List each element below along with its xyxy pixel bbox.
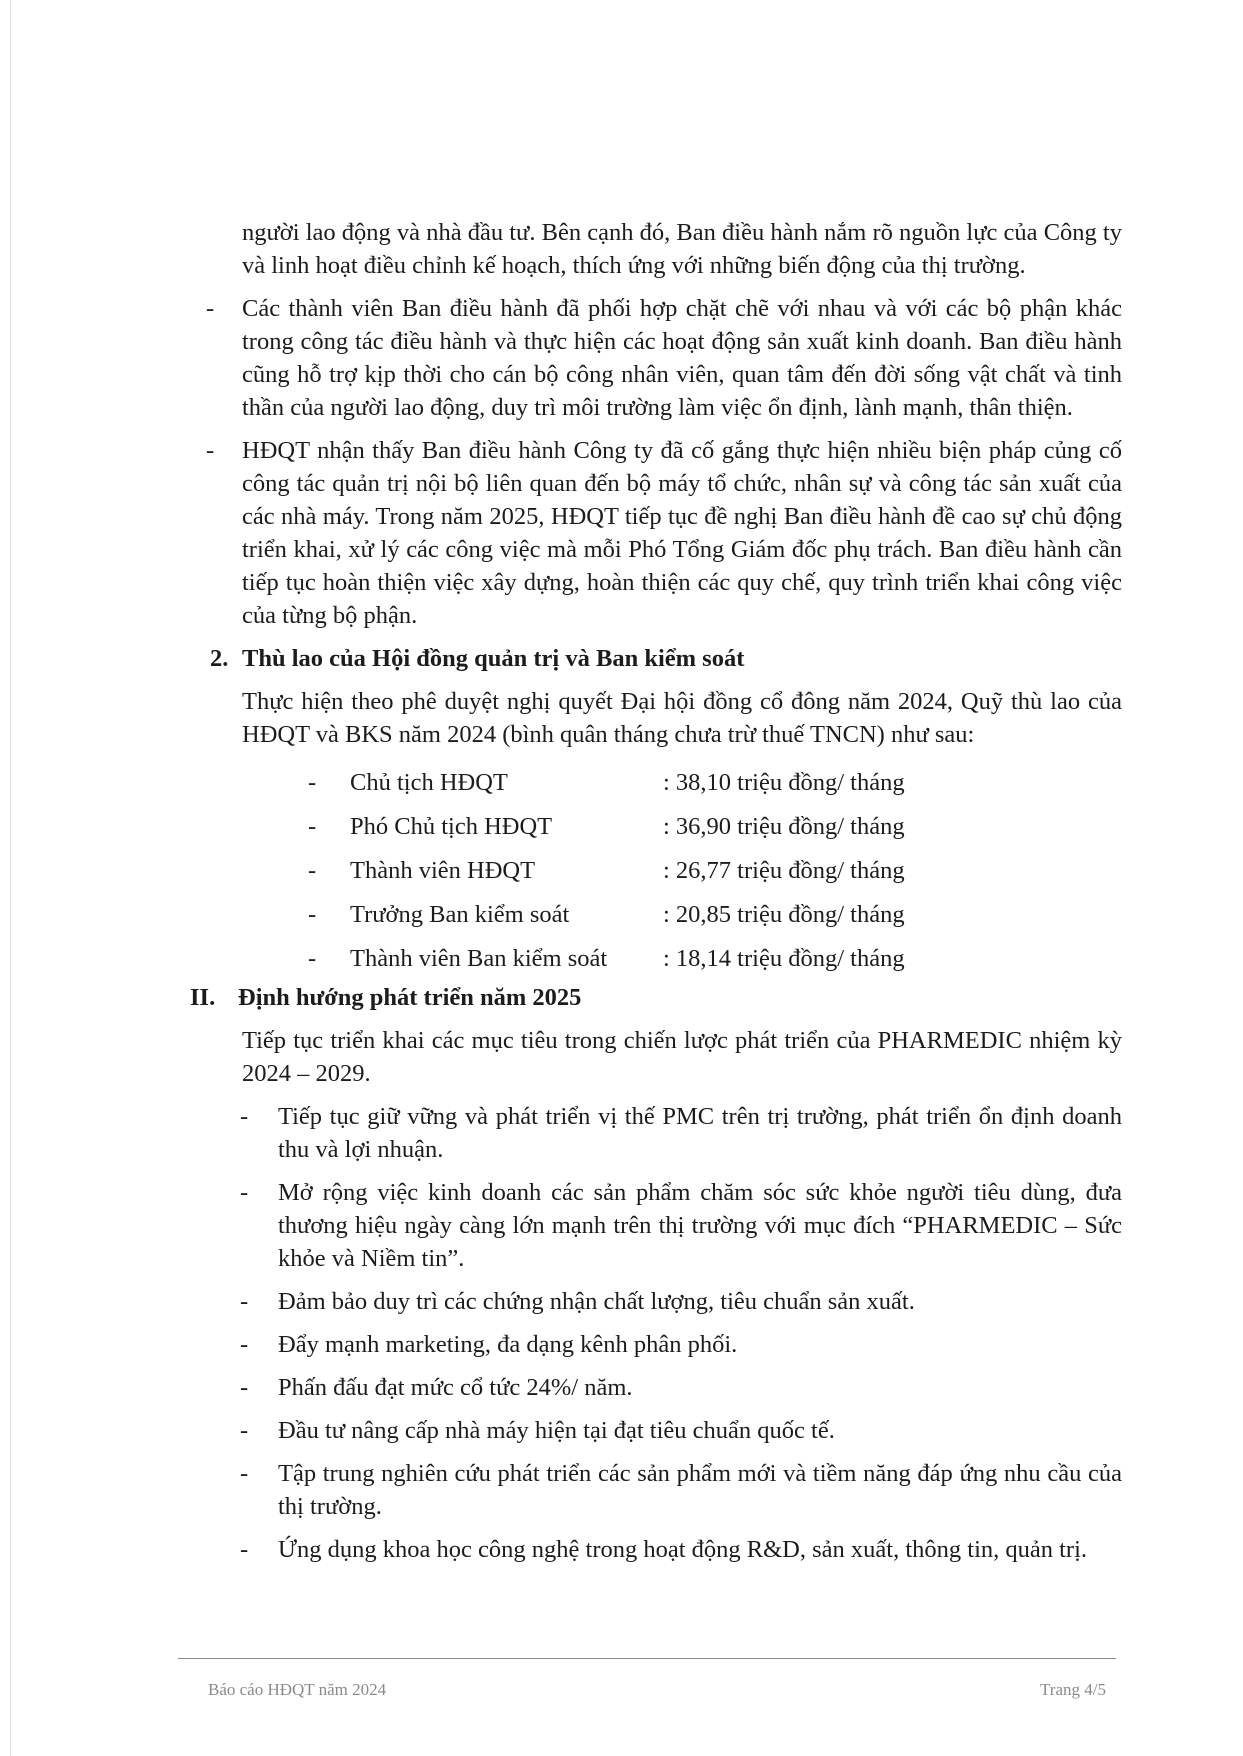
intro-paragraph: người lao động và nhà đầu tư. Bên cạnh đó, Ban điều hành nắm rõ nguồn lực của Công ty và linh hoạt điều chỉnh kế hoạch, thích ứng với những biến động của thị trường. xyxy=(242,219,1122,279)
bullet-dash: - xyxy=(308,769,317,796)
bullet-dash: - xyxy=(240,1536,249,1563)
bullet-dash: - xyxy=(308,945,317,972)
list-item xyxy=(210,1328,1122,1361)
bullet-item xyxy=(206,434,1122,632)
bullet-dash: - xyxy=(240,1460,249,1487)
list-item-text: Mở rộng việc kinh doanh các sản phẩm chăm sóc sức khỏe người tiêu dùng, đưa thương hiệu ngày càng lớn mạnh trên thị trường với mục đích “PHARMEDIC – Sức khỏe và Niềm tin”. xyxy=(278,1179,1122,1272)
page-content xyxy=(190,216,1122,1576)
footer-divider xyxy=(178,1658,1116,1659)
bullet-dash: - xyxy=(240,1288,249,1315)
list-item-text: Đầu tư nâng cấp nhà máy hiện tại đạt tiêu chuẩn quốc tế. xyxy=(278,1417,835,1444)
role-label: Phó Chủ tịch HĐQT xyxy=(350,813,553,840)
bullet-dash: - xyxy=(240,1331,249,1358)
bullet-dash: - xyxy=(240,1417,249,1444)
list-item xyxy=(210,1285,1122,1318)
bullet-dash: - xyxy=(308,857,317,884)
section-paragraph: Thực hiện theo phê duyệt nghị quyết Đại hội đồng cổ đông năm 2024, Quỹ thù lao của HĐQT và BKS năm 2024 (bình quân tháng chưa trừ thuế TNCN) như sau: xyxy=(242,688,1122,748)
role-label: Thành viên HĐQT xyxy=(350,857,536,884)
list-item xyxy=(210,1457,1122,1523)
list-item xyxy=(210,1176,1122,1275)
bullet-text: HĐQT nhận thấy Ban điều hành Công ty đã cố gắng thực hiện nhiều biện pháp củng cố công tác quản trị nội bộ liên quan đến bộ máy tổ chức, nhân sự và công tác sản xuất của các nhà máy. Trong năm 2025, HĐQT tiếp tục đề nghị Ban điều hành đề cao sự chủ động triển khai, xử lý các công việc mà mỗi Phó Tổng Giám đốc phụ trách. Ban điều hành cần tiếp tục hoàn thiện việc xây dựng, hoàn thiện các quy chế, quy trình triển khai công việc của từng bộ phận. xyxy=(242,437,1122,629)
list-item-text: Ứng dụng khoa học công nghệ trong hoạt động R&D, sản xuất, thông tin, quản trị. xyxy=(278,1536,1088,1563)
section-heading xyxy=(190,981,1122,1014)
remuneration-row xyxy=(210,761,1122,805)
remuneration-row xyxy=(210,937,1122,981)
bullet-dash: - xyxy=(206,295,215,322)
bullet-dash: - xyxy=(308,901,317,928)
list-item-text: Đẩy mạnh marketing, đa dạng kênh phân phối. xyxy=(278,1331,738,1358)
remuneration-row xyxy=(210,805,1122,849)
role-label: Chủ tịch HĐQT xyxy=(350,769,508,796)
scan-edge xyxy=(10,0,11,1756)
bullet-dash: - xyxy=(240,1374,249,1401)
bullet-text: Các thành viên Ban điều hành đã phối hợp chặt chẽ với nhau và với các bộ phận khác trong công tác điều hành và thực hiện các hoạt động sản xuất kinh doanh. Ban điều hành cũng hỗ trợ kịp thời cho cán bộ công nhân viên, quan tâm đến đời sống vật chất và tinh thần của người lao động, duy trì môi trường làm việc ổn định, lành mạnh, thân thiện. xyxy=(242,295,1122,421)
list-item xyxy=(210,1100,1122,1166)
role-label: Thành viên Ban kiểm soát xyxy=(350,945,608,972)
amount-value: : 36,90 triệu đồng/ tháng xyxy=(663,813,905,840)
amount-value: : 18,14 triệu đồng/ tháng xyxy=(663,945,905,972)
remuneration-row xyxy=(210,893,1122,937)
amount-value: : 26,77 triệu đồng/ tháng xyxy=(663,857,905,884)
remuneration-list xyxy=(210,761,1122,981)
list-item xyxy=(210,1414,1122,1447)
list-item-text: Tập trung nghiên cứu phát triển các sản phẩm mới và tiềm năng đáp ứng nhu cầu của thị trường. xyxy=(278,1460,1122,1520)
amount-value: : 38,10 triệu đồng/ tháng xyxy=(663,769,905,796)
footer-page-number: Trang 4/5 xyxy=(1040,1680,1106,1699)
section-number: 2. xyxy=(210,645,229,672)
section-paragraph: Tiếp tục triển khai các mục tiêu trong chiến lược phát triển của PHARMEDIC nhiệm kỳ 2024 – 2029. xyxy=(242,1027,1122,1087)
section-title: Định hướng phát triển năm 2025 xyxy=(238,984,582,1011)
section-heading xyxy=(210,642,1122,675)
list-item-text: Tiếp tục giữ vững và phát triển vị thế PMC trên trị trường, phát triển ổn định doanh thu và lợi nhuận. xyxy=(278,1103,1122,1163)
bullet-dash: - xyxy=(240,1103,249,1130)
role-label: Trưởng Ban kiểm soát xyxy=(350,901,570,928)
amount-value: : 20,85 triệu đồng/ tháng xyxy=(663,901,905,928)
section-title: Thù lao của Hội đồng quản trị và Ban kiểm soát xyxy=(242,645,745,672)
remuneration-row xyxy=(210,849,1122,893)
bullet-dash: - xyxy=(308,813,317,840)
list-item xyxy=(210,1371,1122,1404)
list-item-text: Phấn đấu đạt mức cổ tức 24%/ năm. xyxy=(278,1374,633,1401)
bullet-dash: - xyxy=(206,437,215,464)
section-number: II. xyxy=(190,984,216,1011)
footer-report-title: Báo cáo HĐQT năm 2024 xyxy=(208,1680,387,1699)
bullet-item xyxy=(206,292,1122,424)
list-item xyxy=(210,1533,1122,1566)
bullet-dash: - xyxy=(240,1179,249,1206)
list-item-text: Đảm bảo duy trì các chứng nhận chất lượng, tiêu chuẩn sản xuất. xyxy=(278,1288,915,1315)
